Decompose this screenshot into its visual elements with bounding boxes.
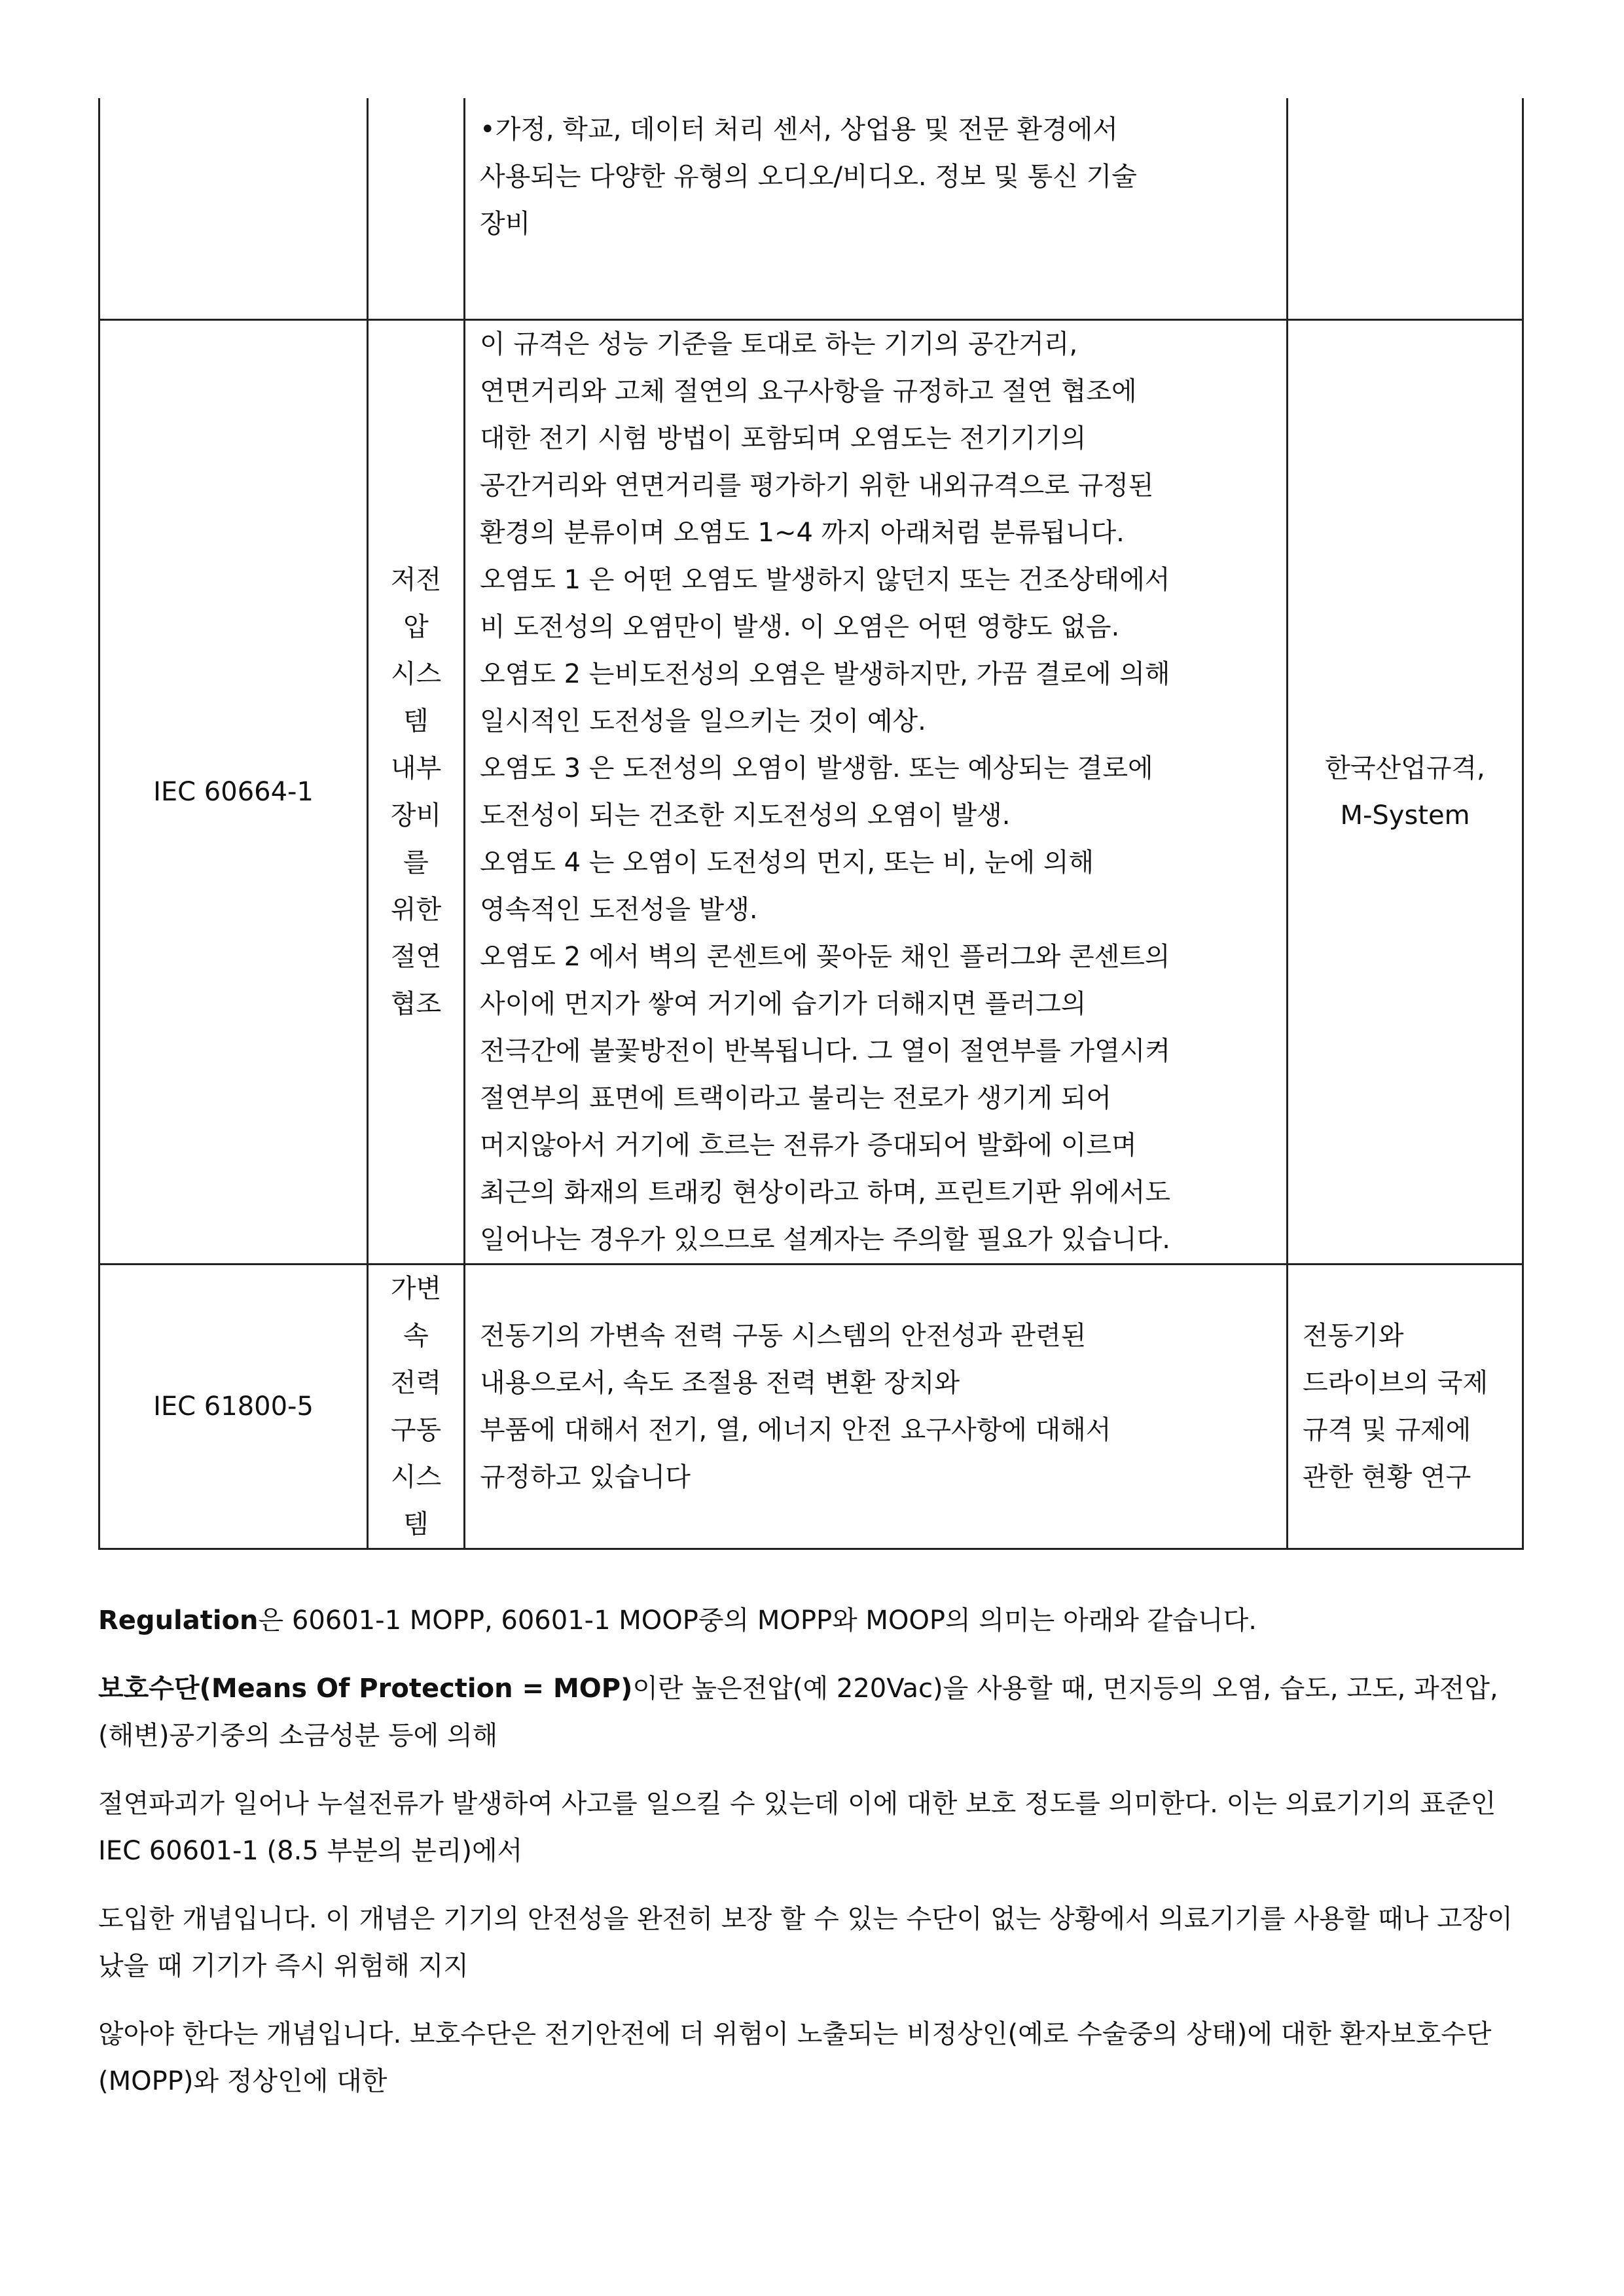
scope-cell [368,320,465,1265]
description-cell [465,320,1288,1265]
description-cell [465,1265,1288,1549]
paragraph-insulation: 절연파괴가 일어나 누설전류가 발생하여 사고를 일으킬 수 있는데 이에 대한 보호 정도를 의미한다. 이는 의료기기의 표준인 IEC 60601-1 (8.5 부분의 분리)에서 [98,1789,1496,1866]
description-line: 일시적인 도전성을 일으키는 것이 예상. [480,706,926,736]
reference-cell [1288,98,1523,320]
description-line: 일어나는 경우가 있으므로 설계자는 주의할 필요가 있습니다. [480,1225,1171,1255]
description-line: 사이에 먼지가 쌓여 거기에 습기가 더해지면 플러그의 [480,989,1087,1019]
table-row-continuation [99,98,1523,320]
standard-cell: IEC 60664-1 [99,320,368,1265]
bold-term: Regulation [98,1605,259,1636]
description-line: 도전성이 되는 건조한 지도전성의 오염이 발생. [480,800,1011,831]
scope-line: 템 [403,706,429,736]
scope-line: 시스 [390,659,442,689]
scope-line: 시스 [390,1462,442,1492]
reference-line: 드라이브의 국제 [1303,1368,1489,1398]
standard-cell: IEC 61800-5 [99,1265,368,1549]
description-line: 공간거리와 연면거리를 평가하기 위한 내외규격으로 규정된 [480,471,1154,501]
description-line: 영속적인 도전성을 발생. [480,895,758,925]
paragraph-text: 이란 높은전압(예 220Vac)을 사용할 때, 먼지등의 오염, 습도, 고도, 과전압, (해변)공기중의 소금성분 등에 의해 [98,1674,1498,1751]
reference-cell [1288,1265,1523,1549]
description-line: 규정하고 있습니다 [480,1462,691,1492]
description-line: •가정, 학교, 데이터 처리 센서, 상업용 및 전문 환경에서 [480,115,1118,145]
description-line: 환경의 분류이며 오염도 1~4 까지 아래처럼 분류됩니다. [480,518,1125,548]
reference-line: 한국산업규격, [1325,753,1485,783]
scope-line: 내부 [390,753,442,783]
description-cell [465,98,1288,320]
paragraph-concept: 도입한 개념입니다. 이 개념은 기기의 안전성을 완전히 보장 할 수 있는 수단이 없는 상황에서 의료기기를 사용할 때나 고장이 났을 때 기기가 즉시 위험해 지지 [98,1904,1513,1981]
description-line: 장비 [480,209,531,239]
body-text [98,1597,1522,2126]
scope-line: 위한 [390,895,442,925]
description-line: 부품에 대해서 전기, 열, 에너지 안전 요구사항에 대해서 [480,1415,1111,1445]
table-row-iec-60664-1 [99,320,1523,1265]
bold-term: 보호수단(Means Of Protection = MOP) [98,1674,633,1704]
standard-cell [99,98,368,320]
description-line: 최근의 화재의 트래킹 현상이라고 하며, 프린트기판 위에서도 [480,1177,1171,1208]
description-line: 오염도 4 는 오염이 도전성의 먼지, 또는 비, 눈에 의해 [480,848,1094,878]
paragraph-text: 은 60601-1 MOPP, 60601-1 MOOP중의 MOPP와 MOOP의 의미는 아래와 같습니다. [258,1605,1257,1636]
scope-line: 를 [403,848,429,878]
scope-line: 장비 [390,800,442,831]
reference-line: 전동기와 [1303,1321,1404,1351]
description-line: 전동기의 가변속 전력 구동 시스템의 안전성과 관련된 [480,1321,1087,1351]
scope-line: 절연 [390,942,442,972]
reference-line: 규격 및 규제에 [1303,1415,1471,1445]
description-line: 절연부의 표면에 트랙이라고 불리는 전로가 생기게 되어 [480,1083,1112,1113]
description-line: 사용되는 다양한 유형의 오디오/비디오. 정보 및 통신 기술 [480,162,1137,192]
description-line: 전극간에 불꽃방전이 반복됩니다. 그 열이 절연부를 가열시켜 [480,1036,1171,1066]
description-line: 머지않아서 거기에 흐르는 전류가 증대되어 발화에 이르며 [480,1130,1137,1160]
scope-line: 협조 [390,989,442,1019]
description-line: 비 도전성의 오염만이 발생. 이 오염은 어떤 영향도 없음. [480,612,1120,642]
paragraph-protection: 않아야 한다는 개념입니다. 보호수단은 전기안전에 더 위험이 노출되는 비정상인(예로 수술중의 상태)에 대한 환자보호수단(MOPP)와 정상인에 대한 [98,2019,1492,2096]
scope-line: 저전 [390,565,442,595]
paragraph-mop-definition [98,1665,1522,1759]
scope-line: 속 [403,1321,429,1351]
paragraph-regulation [98,1597,1522,1644]
scope-cell [368,98,465,320]
description-line: 연면거리와 고체 절연의 요구사항을 규정하고 절연 협조에 [480,376,1137,406]
table-row-iec-61800-5 [99,1265,1523,1549]
description-line: 오염도 2 에서 벽의 콘센트에 꽂아둔 채인 플러그와 콘센트의 [480,942,1170,972]
description-line: 내용으로서, 속도 조절용 전력 변환 장치와 [480,1368,960,1398]
reference-cell [1288,320,1523,1265]
scope-line: 전력 [390,1368,442,1398]
scope-line: 구동 [390,1415,442,1445]
description-line: 대한 전기 시험 방법이 포함되며 오염도는 전기기기의 [480,423,1087,454]
description-line: 오염도 1 은 어떤 오염도 발생하지 않던지 또는 건조상태에서 [480,565,1170,595]
description-line: 오염도 3 은 도전성의 오염이 발생함. 또는 예상되는 결로에 [480,753,1153,783]
reference-line: M-System [1340,800,1470,831]
description-line: 오염도 2 는비도전성의 오염은 발생하지만, 가끔 결로에 의해 [480,659,1170,689]
standards-table [98,98,1524,1550]
scope-cell [368,1265,465,1549]
scope-line: 가변 [390,1274,442,1304]
description-line: 이 규격은 성능 기준을 토대로 하는 기기의 공간거리, [480,329,1078,359]
reference-line: 관한 현황 연구 [1303,1462,1471,1492]
scope-line: 압 [403,612,429,642]
scope-line: 템 [403,1509,429,1539]
